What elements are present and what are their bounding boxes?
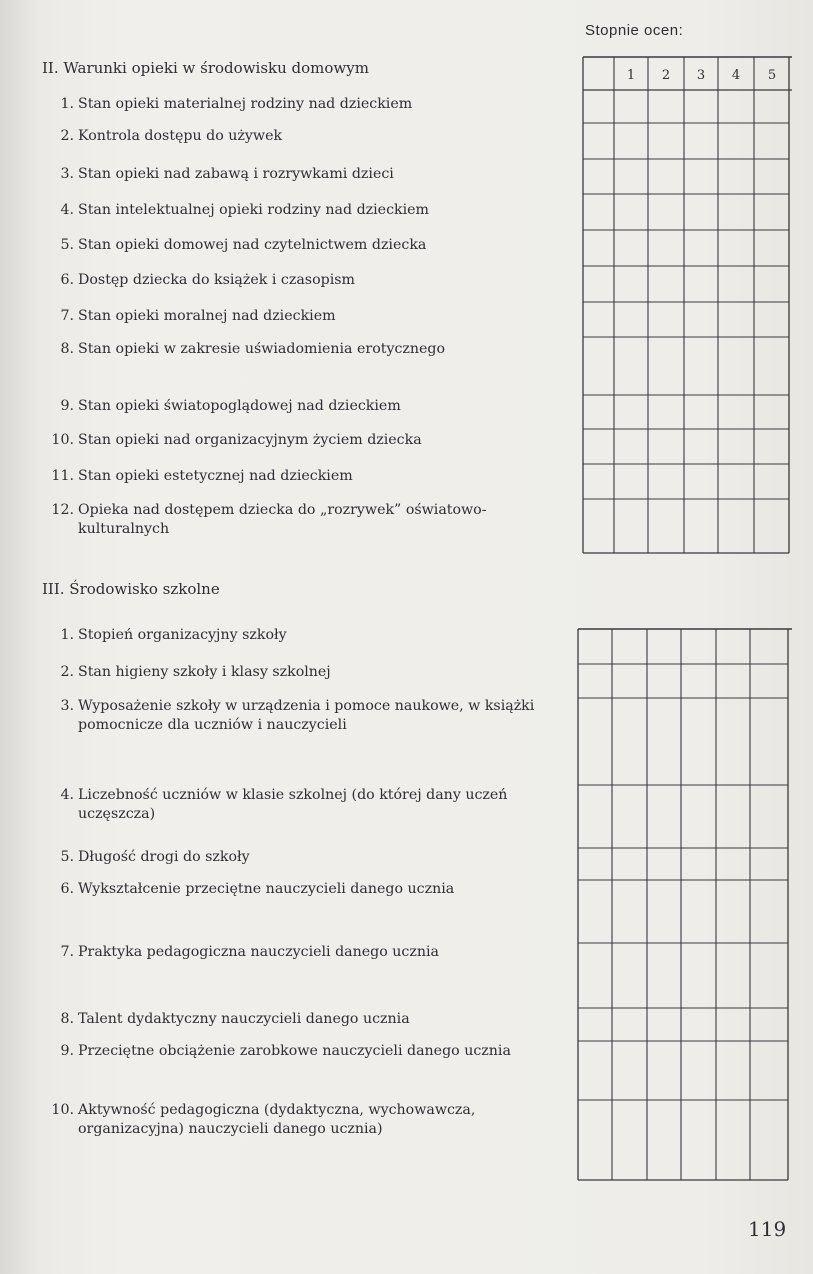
item-number: 7. — [60, 308, 74, 324]
item-number: 4. — [60, 787, 74, 803]
scale-header-3: 3 — [696, 68, 706, 83]
item-number: 6. — [60, 881, 74, 897]
item-number: 9. — [60, 398, 74, 414]
item-number: 7. — [60, 944, 74, 960]
item-text: Kontrola dostępu do używek — [78, 128, 283, 144]
item-number: 3. — [60, 698, 74, 714]
scale-header-5: 5 — [767, 68, 777, 83]
page-number: 119 — [748, 1217, 787, 1241]
item-text: Przeciętne obciążenie zarobkowe nauczycieli danego ucznia — [78, 1043, 511, 1059]
item-text: Wykształcenie przeciętne nauczycieli danego ucznia — [78, 881, 455, 897]
item-number: 8. — [60, 341, 74, 357]
rating-grid-section-3 — [578, 629, 792, 1180]
item-number: 8. — [60, 1011, 74, 1027]
item-number: 4. — [60, 202, 74, 218]
item-text: Aktywność pedagogiczna (dydaktyczna, wychowawcza, organizacyjna) nauczycieli danego ucznia) — [78, 1102, 476, 1137]
item-number: 6. — [60, 272, 74, 288]
item-text: Stan opieki materialnej rodziny nad dzieckiem — [78, 96, 413, 112]
item-text: Stan opieki estetycznej nad dzieckiem — [78, 468, 353, 484]
item-text: Stan opieki domowej nad czytelnictwem dziecka — [78, 237, 427, 253]
section-3-heading: III. Środowisko szkolne — [42, 580, 220, 598]
item-text: Stan opieki nad zabawą i rozrywkami dzieci — [78, 166, 394, 182]
item-text: Opieka nad dostępem dziecka do „rozrywek” oświatowo-kulturalnych — [78, 502, 487, 537]
item-text: Stan opieki nad organizacyjnym życiem dziecka — [78, 432, 422, 448]
item-text: Praktyka pedagogiczna nauczycieli danego ucznia — [78, 944, 439, 960]
item-text: Stan opieki w zakresie uświadomienia erotycznego — [78, 341, 446, 357]
item-number: 11. — [51, 468, 74, 484]
item-number: 12. — [51, 502, 74, 518]
scale-header-4: 4 — [731, 68, 741, 83]
item-number: 3. — [60, 166, 74, 182]
rating-scale-label: Stopnie ocen: — [585, 22, 684, 39]
rating-grid-section-2 — [583, 57, 792, 553]
item-number: 5. — [60, 849, 74, 865]
item-text: Stan opieki światopoglądowej nad dzieckiem — [78, 398, 401, 414]
item-text: Talent dydaktyczny nauczycieli danego ucznia — [78, 1011, 410, 1027]
item-number: 1. — [60, 96, 74, 112]
item-number: 2. — [60, 128, 74, 144]
scale-header-2: 2 — [661, 68, 671, 83]
item-text: Wyposażenie szkoły w urządzenia i pomoce naukowe, w książki pomocnicze dla uczniów i nauczycieli — [78, 698, 535, 733]
item-number: 2. — [60, 664, 74, 680]
item-text: Liczebność uczniów w klasie szkolnej (do której dany uczeń uczęszcza) — [78, 787, 508, 822]
item-text: Stan intelektualnej opieki rodziny nad dzieckiem — [78, 202, 429, 218]
item-number: 1. — [60, 627, 74, 643]
item-number: 9. — [60, 1043, 74, 1059]
item-text: Stan higieny szkoły i klasy szkolnej — [78, 664, 331, 680]
scale-header-1: 1 — [626, 68, 636, 83]
item-text: Stan opieki moralnej nad dzieckiem — [78, 308, 336, 324]
item-text: Stopień organizacyjny szkoły — [78, 627, 287, 643]
item-number: 10. — [51, 1102, 74, 1118]
item-text: Dostęp dziecka do książek i czasopism — [78, 272, 355, 288]
item-number: 10. — [51, 432, 74, 448]
item-text: Długość drogi do szkoły — [78, 849, 250, 865]
item-number: 5. — [60, 237, 74, 253]
section-2-heading: II. Warunki opieki w środowisku domowym — [42, 59, 369, 77]
